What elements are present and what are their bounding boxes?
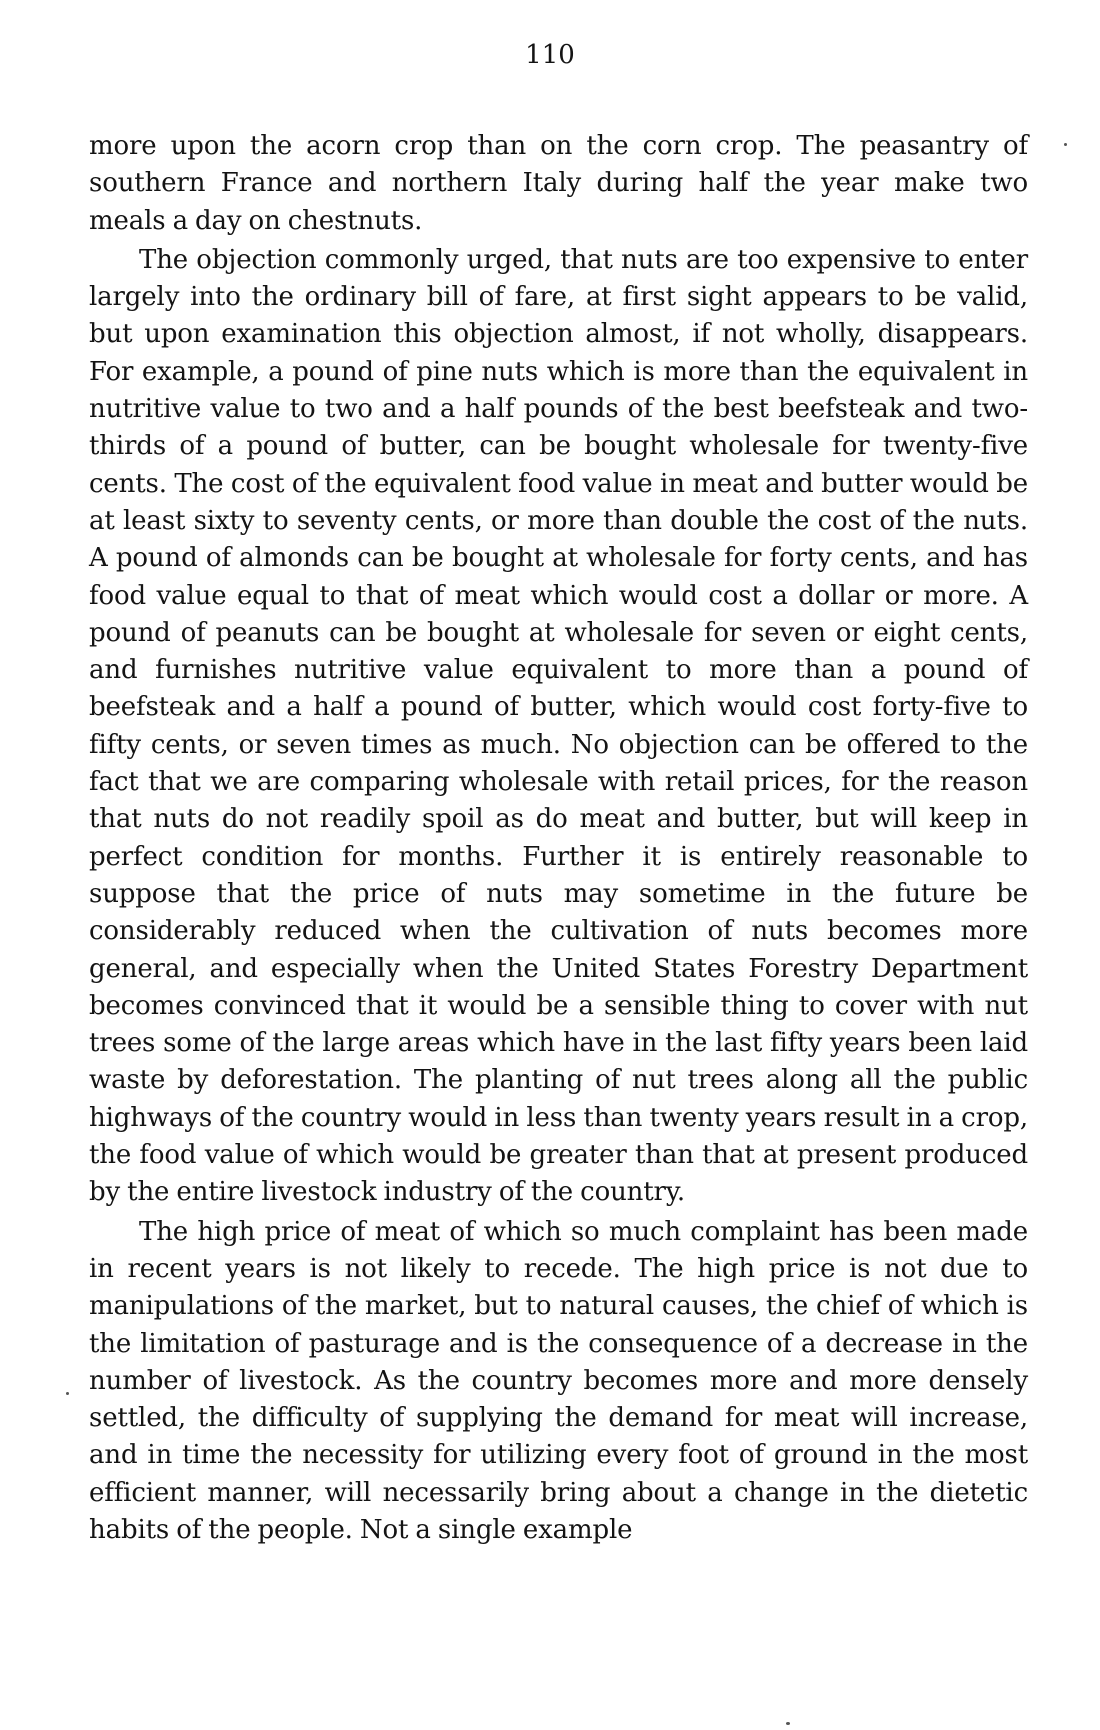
scan-speck [66,1392,69,1395]
paragraph-meat-price: The high price of meat of which so much complaint has been made in recent years is not likely to recede. The high price is not due to manipulations of the market, but to natural causes, the chief of which is the limitation of pasturage and is the consequence of a decrease in the number of livestock. As the country becomes more and more densely settled, the difficulty of supplying the demand for meat will increase, and in time the necessity for utilizing every foot of ground in the most efficient manner, will necessarily bring about a change in the dietetic habits of the people. Not a single example [89,1216,1028,1545]
paragraph-continued: more upon the acorn crop than on the corn crop. The peasantry of southern France and northern Italy during half the year make two meals a day on chestnuts. [89,131,1028,236]
page-number: 110 [525,40,575,70]
scan-speck [1064,143,1067,146]
paragraph-nut-cost: The objection commonly urged, that nuts are too expensive to enter largely into the ordinary bill of fare, at first sight appears to be valid, but upon examination this objection almost, if not wholly, disappears. For example, a pound of pine nuts which is more than the equivalent in nutritive value to two and a half pounds of the best beefsteak and two-thirds of a pound of butter, can be bought wholesale for twenty-five cents. The cost of the equivalent food value in meat and butter would be at least sixty to seventy cents, or more than double the cost of the nuts. A pound of almonds can be bought at wholesale for forty cents, and has food value equal to that of meat which would cost a dollar or more. A pound of peanuts can be bought at wholesale for seven or eight cents, and furnishes nutritive value equivalent to more than a pound of beefsteak and a half a pound of butter, which would cost forty-five to fifty cents, or seven times as much. No objection can be offered to the fact that we are comparing wholesale with retail prices, for the reason that nuts do not readily spoil as do meat and butter, but will keep in perfect condition for months. Further it is entirely reasonable to suppose that the price of nuts may sometime in the future be considerably reduced when the cultivation of nuts becomes more general, and especially when the United States Forestry Department becomes convinced that it would be a sensible thing to cover with nut trees some of the large areas which have in the last fifty years been laid waste by deforestation. The planting of nut trees along all the public highways of the country would in less than twenty years result in a crop, the food value of which would be greater than that at present produced by the entire livestock industry of the country. [89,244,1028,1208]
page-body [89,128,1028,1549]
scan-speck [786,1722,790,1725]
